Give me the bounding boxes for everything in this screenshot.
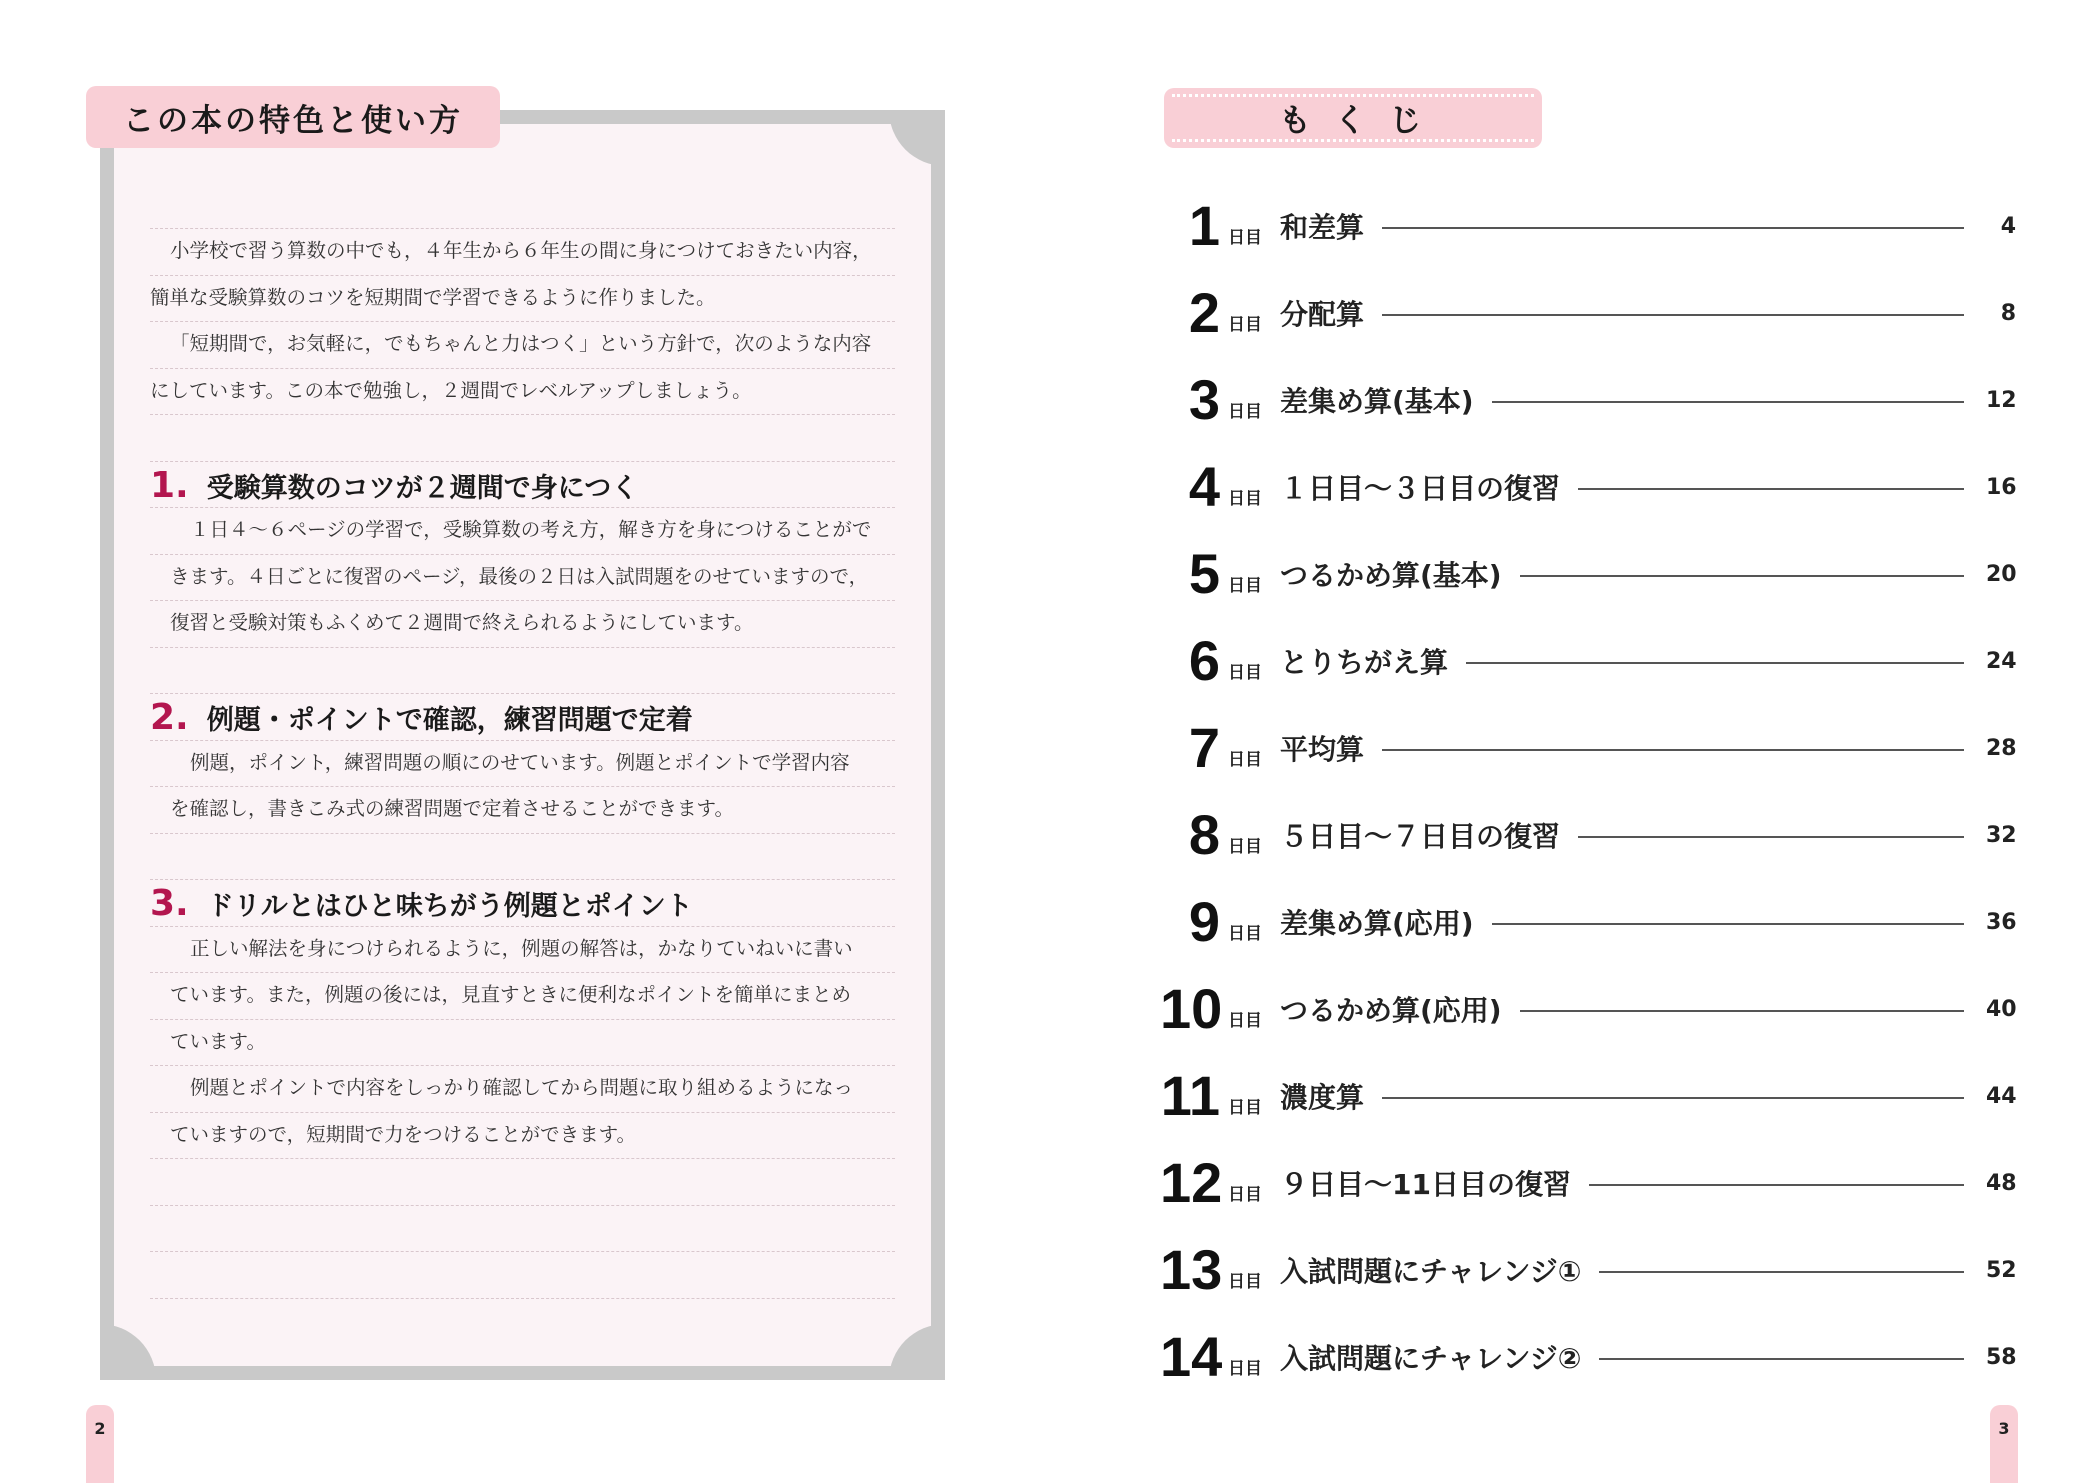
features-header: この本の特色と使い方 <box>86 86 500 148</box>
toc-day-label: 日目 <box>1228 401 1262 422</box>
toc-page-number: 52 <box>1986 1257 2017 1283</box>
toc-page-number: 4 <box>2000 213 2016 239</box>
toc-page-number: 36 <box>1986 909 2017 935</box>
ruled-line <box>150 647 895 648</box>
body-text-line: 小学校で習う算数の中でも，４年生から６年生の間に身につけておきたい内容， <box>170 239 872 262</box>
toc-entry <box>1160 631 2016 691</box>
toc-header-text: も く じ <box>1278 101 1428 139</box>
toc-leader-line <box>1492 401 1964 403</box>
toc-day-label: 日目 <box>1228 749 1262 770</box>
ruled-line <box>150 414 895 415</box>
body-text-line: ています。また，例題の後には，見直すときに便利なポイントを簡単にまとめ <box>170 983 851 1006</box>
toc-page-number: 28 <box>1986 735 2017 761</box>
toc-day-number: 9 <box>1188 890 1220 953</box>
toc-page-number: 24 <box>1986 648 2017 674</box>
toc-entry <box>1160 544 2016 604</box>
toc-leader-line <box>1382 749 1964 751</box>
page-number-right: 3 <box>1990 1405 2018 1483</box>
toc-entry <box>1160 1327 2016 1387</box>
section-title-text: 受験算数のコツが２週間で身につく <box>206 472 639 504</box>
feature-frame <box>100 110 945 1380</box>
toc-day-number: 12 <box>1160 1151 1223 1214</box>
toc-day-number: 14 <box>1160 1325 1223 1388</box>
toc-day-number: 4 <box>1188 455 1220 518</box>
body-text-line: 「短期間で，お気軽に，でもちゃんと力はつく」という方針で，次のような内容 <box>170 332 872 355</box>
toc-entry <box>1160 805 2016 865</box>
toc-day-number: 13 <box>1160 1238 1223 1301</box>
toc-title: 和差算 <box>1280 211 1365 244</box>
toc-title: 分配算 <box>1280 298 1365 331</box>
toc-day-label: 日目 <box>1228 662 1262 683</box>
toc-day-number: 2 <box>1188 281 1220 344</box>
section-heading <box>150 463 638 509</box>
toc-title: 平均算 <box>1280 733 1365 766</box>
toc-page-number: 40 <box>1986 996 2017 1022</box>
body-text-line: 例題，ポイント，練習問題の順にのせています。例題とポイントで学習内容 <box>190 750 850 774</box>
section-number: 2. <box>150 697 189 738</box>
body-text-line: を確認し，書きこみ式の練習問題で定着させることができます。 <box>170 797 734 820</box>
body-text-line: にしています。この本で勉強し，２週間でレベルアップしましょう。 <box>150 378 752 402</box>
toc-day-label: 日目 <box>1228 923 1262 944</box>
section-title-text: ドリルとはひと味ちがう例題とポイント <box>206 891 693 922</box>
feature-content <box>150 124 895 1366</box>
toc-day-label: 日目 <box>1228 836 1262 857</box>
toc-title: ５日目～７日目の復習 <box>1280 820 1561 853</box>
toc-page-number: 8 <box>2000 300 2016 326</box>
toc-page-number: 44 <box>1986 1083 2017 1109</box>
toc-entry <box>1160 196 2016 256</box>
toc-leader-line <box>1382 1097 1964 1099</box>
ruled-line <box>150 693 895 694</box>
toc-leader-line <box>1599 1358 1964 1360</box>
toc-day-label: 日目 <box>1228 488 1262 509</box>
toc-day-number: 6 <box>1188 629 1220 692</box>
toc-entry <box>1160 979 2016 1039</box>
toc-entry <box>1160 1066 2016 1126</box>
toc-page-number: 48 <box>1986 1170 2017 1196</box>
toc-day-number: 11 <box>1160 1064 1220 1127</box>
toc-title: とりちがえ算 <box>1280 646 1449 679</box>
toc-leader-line <box>1382 314 1964 316</box>
toc-day-label: 日目 <box>1228 1358 1262 1379</box>
toc-day-number: 1 <box>1188 194 1220 257</box>
toc-day-label: 日目 <box>1228 314 1262 335</box>
toc-title: 入試問題にチャレンジ② <box>1280 1342 1582 1375</box>
body-text-line: 例題とポイントで内容をしっかり確認してから問題に取り組めるようになっ <box>190 1076 854 1099</box>
body-text-line: ていますので，短期間で力をつけることができます。 <box>170 1122 637 1146</box>
ruled-line <box>150 879 895 880</box>
ruled-line <box>150 1298 895 1299</box>
toc-day-label: 日目 <box>1228 1010 1262 1031</box>
toc-title: つるかめ算(基本) <box>1280 559 1502 592</box>
toc-entry <box>1160 1240 2016 1300</box>
body-text-line: １日４～６ページの学習で，受験算数の考え方，解き方を身につけることがで <box>190 518 872 541</box>
toc-day-number: 8 <box>1188 803 1220 866</box>
toc-day-label: 日目 <box>1228 1097 1262 1118</box>
toc-title: 入試問題にチャレンジ① <box>1280 1255 1582 1288</box>
section-heading <box>150 695 693 741</box>
toc-page-number: 32 <box>1986 822 2017 848</box>
toc-day-number: 3 <box>1188 368 1220 431</box>
toc-day-number: 7 <box>1188 716 1220 779</box>
body-text-line: きます。４日ごとに復習のページ，最後の２日は入試問題をのせていますので， <box>170 564 869 588</box>
toc-leader-line <box>1599 1271 1964 1273</box>
toc-page-number: 20 <box>1986 561 2017 587</box>
toc-title: 濃度算 <box>1280 1081 1365 1114</box>
toc-day-label: 日目 <box>1228 1271 1262 1292</box>
ruled-line <box>150 1205 895 1206</box>
feature-paper <box>114 124 931 1366</box>
toc-leader-line <box>1520 575 1964 577</box>
toc-title: 差集め算(基本) <box>1280 385 1474 418</box>
toc-day-label: 日目 <box>1228 1184 1262 1205</box>
toc-leader-line <box>1466 662 1964 664</box>
body-text-line: 簡単な受験算数のコツを短期間で学習できるように作りました。 <box>150 285 716 309</box>
section-number: 3. <box>150 883 189 924</box>
toc-leader-line <box>1589 1184 1964 1186</box>
toc-day-label: 日目 <box>1228 227 1262 248</box>
section-heading <box>150 881 693 927</box>
ruled-line <box>150 1158 895 1159</box>
toc-entry <box>1160 370 2016 430</box>
body-text-line: ています。 <box>170 1029 266 1053</box>
toc-page-number: 16 <box>1986 474 2017 500</box>
toc-title: つるかめ算(応用) <box>1280 994 1502 1027</box>
ruled-line <box>150 1251 895 1252</box>
toc-day-number: 10 <box>1160 977 1223 1040</box>
toc-leader-line <box>1382 227 1964 229</box>
toc-header <box>1164 88 1542 148</box>
toc-day-number: 5 <box>1188 542 1220 605</box>
toc-title: ９日目～11日目の復習 <box>1280 1168 1571 1201</box>
toc-leader-line <box>1578 488 1964 490</box>
toc-leader-line <box>1492 923 1964 925</box>
toc-title: １日目～３日目の復習 <box>1280 472 1561 505</box>
toc-leader-line <box>1578 836 1964 838</box>
toc-entry <box>1160 457 2016 517</box>
toc-entry <box>1160 892 2016 952</box>
body-text-line: 復習と受験対策もふくめて２週間で終えられるようにしています。 <box>170 611 754 634</box>
toc-page-number: 58 <box>1986 1344 2017 1370</box>
toc-day-label: 日目 <box>1228 575 1262 596</box>
section-number: 1. <box>150 464 189 506</box>
ruled-line <box>150 461 895 462</box>
page-number-left: 2 <box>86 1405 114 1483</box>
section-title-text: 例題・ポイントで確認，練習問題で定着 <box>206 705 693 736</box>
ruled-line <box>150 833 895 834</box>
toc-leader-line <box>1520 1010 1964 1012</box>
toc-entry <box>1160 718 2016 778</box>
toc-title: 差集め算(応用) <box>1280 907 1474 940</box>
toc-entry <box>1160 283 2016 343</box>
toc-entry <box>1160 1153 2016 1213</box>
body-text-line: 正しい解法を身につけられるように，例題の解答は，かなりていねいに書い <box>190 936 853 960</box>
toc-page-number: 12 <box>1986 387 2017 413</box>
